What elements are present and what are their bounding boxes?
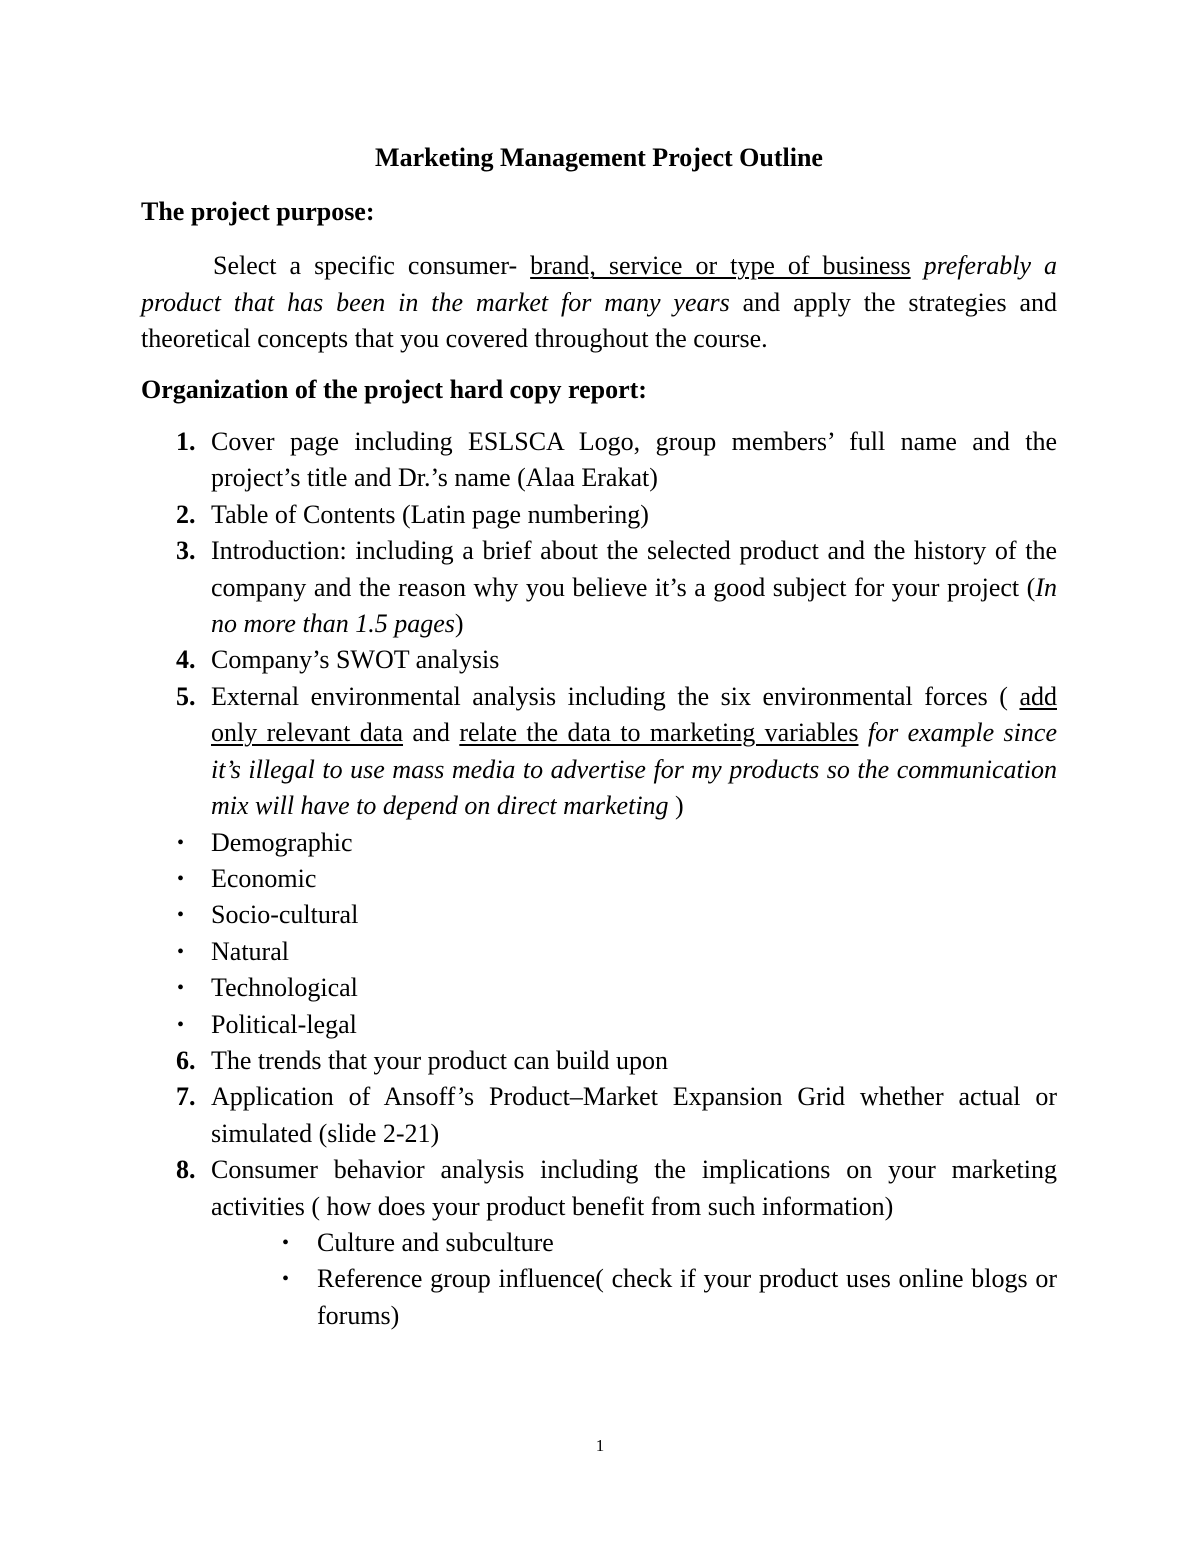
consumer-behavior-list (141, 1225, 1057, 1334)
report-items-list (141, 424, 1057, 824)
bullet-item (141, 861, 1057, 897)
item-number: 4. (176, 645, 196, 675)
item-text-end: ) (454, 609, 464, 639)
item-number: 2. (176, 499, 196, 529)
purpose-heading: The project purpose: (141, 197, 375, 226)
list-item (141, 1043, 1057, 1079)
bullet-icon: • (177, 867, 185, 890)
bullet-icon: • (177, 940, 185, 963)
item-text-end: ) (668, 791, 684, 821)
bullet-text: Culture and subculture (317, 1227, 554, 1257)
item-italic-example: for example since it’s illegal to use mass media to advertise for my products so the communication mix will have to depend on direct marketing (211, 718, 1057, 821)
item-number: 3. (176, 536, 196, 566)
bullet-item (141, 934, 1057, 970)
purpose-tail: and apply the strategies and theoretical concepts that you covered throughout the course. (141, 287, 1057, 354)
bullet-text: Natural (211, 936, 289, 966)
report-items-list-continued (141, 1043, 1057, 1225)
bullet-text: Reference group influence( check if your product uses online blogs or forums) (317, 1264, 1057, 1330)
purpose-underlined: brand, service or type of business (530, 251, 911, 281)
bullet-item (141, 897, 1057, 933)
bullet-item (141, 970, 1057, 1006)
environmental-forces-list (141, 825, 1057, 1043)
list-item (141, 642, 1057, 678)
bullet-icon: • (177, 977, 185, 1000)
organization-heading: Organization of the project hard copy report: (141, 374, 647, 404)
bullet-text: Technological (211, 973, 358, 1003)
bullet-text: Demographic (211, 827, 353, 857)
item-text: Company’s SWOT analysis (211, 645, 500, 675)
item-number: 5. (176, 681, 196, 711)
list-item (141, 424, 1057, 497)
item-text: Introduction: including a brief about the selected product and the history of the company and the reason why you believe it’s a good subject for your project ( (211, 536, 1057, 602)
bullet-text: Political-legal (211, 1009, 357, 1039)
bullet-text: Socio-cultural (211, 900, 359, 930)
item-text: External environmental analysis including the six environmental forces ( (211, 681, 1020, 711)
bullet-item (141, 1007, 1057, 1043)
item-number: 8. (176, 1155, 196, 1185)
item-underline-marketing-variables: relate the data to marketing variables (459, 718, 859, 748)
item-text: Cover page including ESLSCA Logo, group members’ full name and the project’s title and Dr.’s name (Alaa Erakat) (211, 427, 1057, 493)
list-item (141, 533, 1057, 642)
bullet-item (141, 1261, 1057, 1334)
bullet-icon: • (177, 904, 185, 927)
list-item (141, 1079, 1057, 1152)
item-underline-relevant-data: add only relevant data (211, 681, 1057, 748)
bullet-icon: • (177, 1013, 185, 1036)
document-body (141, 140, 1057, 1334)
list-item (141, 497, 1057, 533)
item-text: Table of Contents (Latin page numbering) (211, 499, 649, 529)
item-text-mid: and (403, 718, 460, 748)
purpose-lead: Select a specific consumer- (213, 251, 518, 281)
item-number: 7. (176, 1082, 196, 1112)
bullet-item (141, 825, 1057, 861)
list-item (141, 1152, 1057, 1225)
item-italic: In no more than 1.5 pages (211, 572, 1057, 639)
item-text: Consumer behavior analysis including the implications on your marketing activities ( how does your product benefit from such information) (211, 1155, 1057, 1221)
item-number: 1. (176, 427, 196, 457)
item-text: Application of Ansoff’s Product–Market Expansion Grid whether actual or simulated (slide 2-21) (211, 1082, 1057, 1148)
purpose-italic: preferably a product that has been in the market for many years (141, 251, 1057, 317)
purpose-paragraph (141, 248, 1057, 357)
page-number: 1 (595, 1436, 605, 1455)
item-text: The trends that your product can build upon (211, 1045, 669, 1075)
bullet-icon: • (282, 1268, 290, 1291)
bullet-icon: • (177, 831, 185, 854)
document-title: Marketing Management Project Outline (375, 143, 823, 172)
bullet-icon: • (282, 1231, 290, 1254)
bullet-text: Economic (211, 863, 317, 893)
list-item (141, 679, 1057, 825)
bullet-item (141, 1225, 1057, 1261)
item-number: 6. (176, 1045, 196, 1075)
